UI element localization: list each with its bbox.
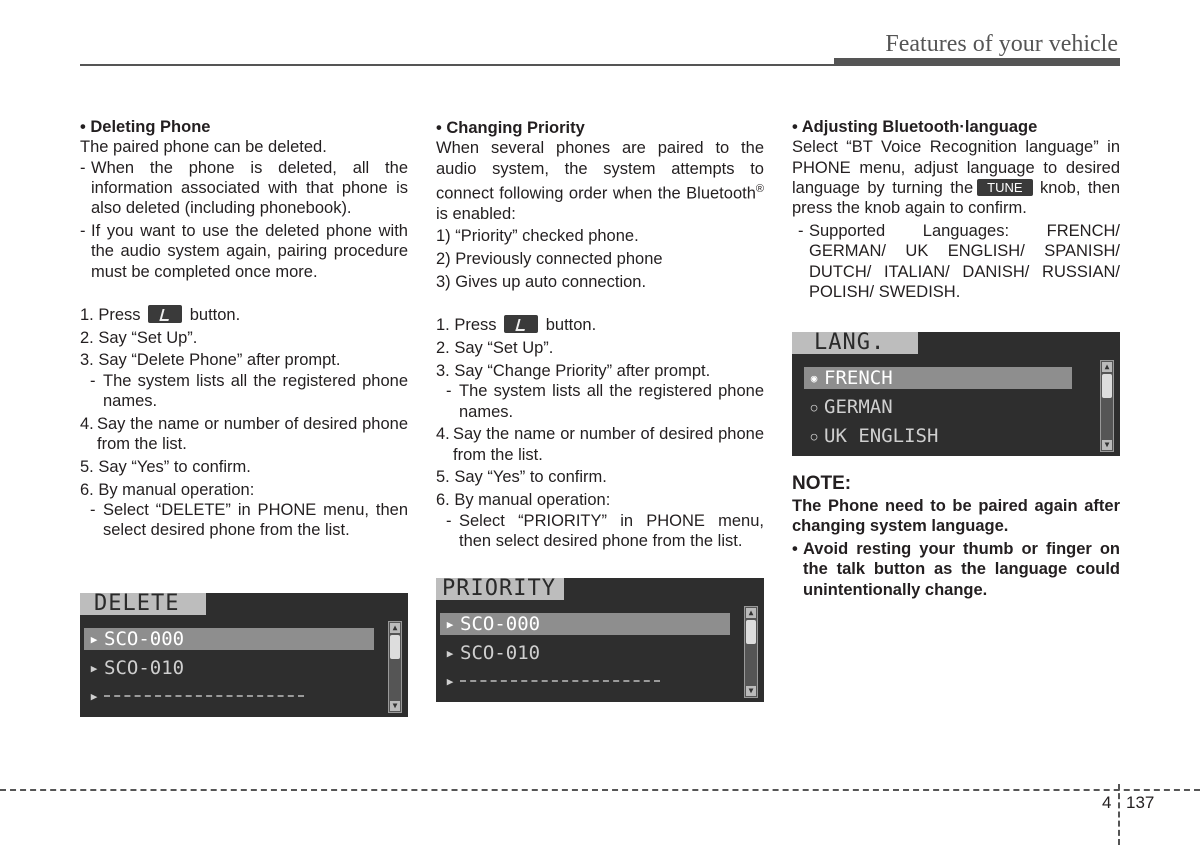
arrow-right-icon: ▶: [90, 690, 98, 703]
screen-row: ○ GERMAN: [804, 396, 1094, 418]
arrow-right-icon: ▶: [446, 647, 454, 660]
radio-icon: ○: [810, 430, 818, 443]
delete-screen-display: [80, 593, 408, 717]
step-5: 5. Say “Yes” to confirm.: [80, 457, 251, 476]
step-5: 5. Say “Yes” to confirm.: [436, 468, 607, 487]
note-title: NOTE:: [792, 473, 852, 494]
step-1: 1. Press button.: [80, 305, 241, 324]
note-block: [792, 472, 1120, 600]
step-2: 2. Say “Set Up”.: [80, 328, 198, 347]
intro-text: The paired phone can be deleted.: [80, 138, 327, 157]
screen-row: ▶ SCO-000: [84, 628, 374, 650]
arrow-right-icon: ▶: [446, 618, 454, 631]
priority-order-1: 1) “Priority” checked phone.: [436, 227, 639, 246]
page-number: 137: [1126, 793, 1155, 812]
screen-row: [84, 685, 374, 707]
screen-row: [440, 670, 730, 692]
screen-row: ▶ SCO-000: [440, 613, 730, 635]
step-3-sub: - The system lists all the registered phone names.: [90, 371, 408, 411]
screen-row: ▶ SCO-010: [440, 642, 730, 664]
section-heading: • Deleting Phone: [80, 118, 211, 136]
step-6: 6. By manual operation:: [436, 491, 611, 510]
column-deleting-phone: [80, 117, 408, 541]
note-body: The Phone need to be paired again after changing system language.: [792, 497, 1120, 536]
step-3-sub: - The system lists all the registered phone names.: [446, 382, 764, 421]
intro-text: Select “BT Voice Recognition language” in PHONE menu, adjust language to desired language by turning the TUNE knob, then press the knob again to confirm.: [792, 138, 1121, 218]
step-4: 4. Say the name or number of desired phone from the list.: [80, 414, 408, 454]
screen-scrollbar: [388, 621, 402, 713]
arrow-right-icon: ▶: [90, 633, 98, 646]
screen-row: ◉ FRENCH: [804, 367, 1072, 389]
screen-row: ▶ SCO-010: [84, 657, 374, 679]
step-2: 2. Say “Set Up”.: [436, 339, 554, 358]
step-1: 1. Press button.: [436, 316, 597, 335]
radio-selected-icon: ◉: [810, 372, 818, 385]
step-4: 4. Say the name or number of desired phone from the list.: [436, 425, 764, 464]
section-number: 4: [1102, 793, 1112, 812]
language-screen-display: [792, 332, 1120, 456]
screen-row: ○ UK ENGLISH: [804, 425, 1094, 447]
scroll-down-icon: ▼: [390, 701, 400, 711]
page-header-title: Features of your vehicle: [885, 31, 1118, 57]
scroll-down-icon: ▼: [746, 686, 756, 696]
footer-divider: [1118, 784, 1120, 845]
column-adjusting-language: [792, 117, 1120, 302]
header-rule: [80, 64, 1120, 66]
screen-scrollbar: [744, 606, 758, 698]
screen-title: PRIORITY: [436, 578, 564, 600]
scroll-up-icon: ▲: [746, 608, 756, 618]
scroll-up-icon: ▲: [390, 623, 400, 633]
footer-rule: [0, 789, 1200, 791]
radio-icon: ○: [810, 401, 818, 414]
scroll-down-icon: ▼: [1102, 440, 1112, 450]
section-heading: • Changing Priority: [436, 119, 585, 137]
step-6-sub: - Select “DELETE” in PHONE menu, then select desired phone from the list.: [90, 501, 408, 540]
screen-title: LANG.: [792, 332, 918, 354]
step-3: 3. Say “Delete Phone” after prompt.: [80, 351, 341, 370]
note-bullet: • Avoid resting your thumb or finger on the talk button as the language could unintentionally change.: [792, 540, 1120, 599]
arrow-right-icon: ▶: [90, 662, 98, 675]
screen-scrollbar: [1100, 360, 1114, 452]
column-changing-priority: [436, 118, 764, 551]
supported-languages: - Supported Languages: FRENCH/ GERMAN/ UK ENGLISH/ SPANISH/ DUTCH/ ITALIAN/ DANISH/ RUSSIAN/ POLISH/ SWEDISH.: [798, 221, 1120, 301]
intro-text: When several phones are paired to the audio system, the system attempts to connect following order when the Bluetooth® is enabled:: [436, 139, 764, 223]
arrow-right-icon: ▶: [446, 675, 454, 688]
priority-order-2: 2) Previously connected phone: [436, 250, 663, 269]
step-6-sub: - Select “PRIORITY” in PHONE menu, then select desired phone from the list.: [446, 511, 764, 550]
tune-knob-label: TUNE: [977, 179, 1032, 196]
priority-screen-display: [436, 578, 764, 702]
priority-order-3: 3) Gives up auto connection.: [436, 273, 647, 292]
talk-button-icon: [504, 315, 538, 333]
screen-title: DELETE: [80, 593, 206, 615]
list-item: - When the phone is deleted, all the information associated with that phone is also deleted (including phonebook).: [80, 158, 408, 218]
step-3: 3. Say “Change Priority” after prompt.: [436, 361, 711, 380]
step-6: 6. By manual operation:: [80, 480, 255, 499]
section-heading: • Adjusting Bluetooth·language: [792, 118, 1038, 136]
list-item: - If you want to use the deleted phone with the audio system again, pairing procedure must be completed once more.: [80, 221, 408, 281]
talk-button-icon: [148, 305, 182, 323]
scroll-up-icon: ▲: [1102, 362, 1112, 372]
